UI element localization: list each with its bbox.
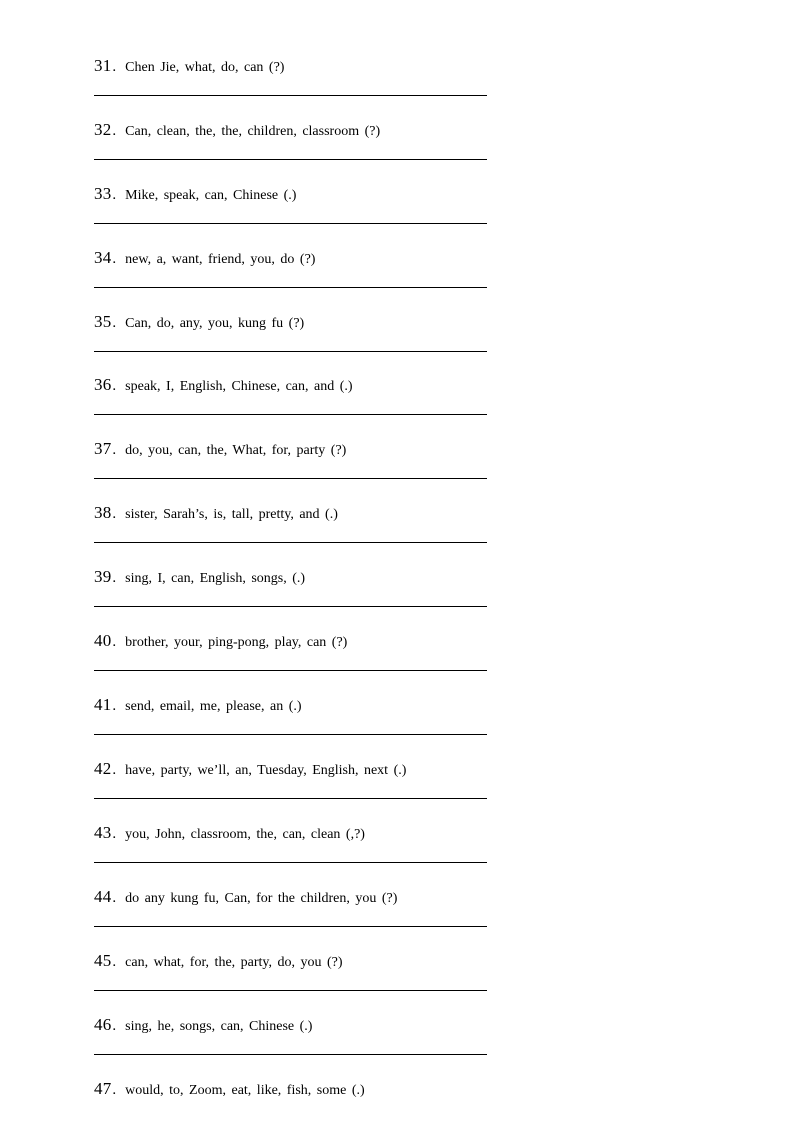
question-46 <box>94 1007 494 1063</box>
question-number: 46 <box>94 1015 112 1034</box>
answer-line[interactable] <box>94 670 487 671</box>
answer-line[interactable] <box>94 798 487 799</box>
question-38 <box>94 495 494 551</box>
answer-line[interactable] <box>94 223 487 224</box>
question-43-line <box>94 824 365 844</box>
question-words: sing, he, songs, can, Chinese (.) <box>125 1019 313 1034</box>
question-45 <box>94 943 494 999</box>
answer-line[interactable] <box>94 414 487 415</box>
answer-line[interactable] <box>94 862 487 863</box>
answer-line[interactable] <box>94 926 487 927</box>
question-43 <box>94 815 494 871</box>
question-separator: . <box>112 698 117 714</box>
question-34 <box>94 240 494 296</box>
question-words: Can, clean, the, the, children, classroom (?) <box>125 124 381 139</box>
question-41 <box>94 687 494 743</box>
question-36-line <box>94 376 353 396</box>
question-40-line <box>94 632 347 652</box>
question-31 <box>94 48 494 104</box>
question-number: 37 <box>94 439 112 458</box>
question-35-line <box>94 313 304 333</box>
question-separator: . <box>112 442 117 458</box>
question-words: Chen Jie, what, do, can (?) <box>125 60 285 75</box>
answer-line[interactable] <box>94 287 487 288</box>
question-44 <box>94 879 494 935</box>
question-38-line <box>94 504 338 524</box>
question-number: 33 <box>94 184 112 203</box>
question-39-line <box>94 568 305 588</box>
question-31-line <box>94 57 284 77</box>
question-separator: . <box>112 570 117 586</box>
question-number: 34 <box>94 248 112 267</box>
answer-line[interactable] <box>94 1054 487 1055</box>
question-number: 44 <box>94 887 112 906</box>
question-37 <box>94 431 494 487</box>
question-number: 43 <box>94 823 112 842</box>
question-45-line <box>94 952 343 972</box>
question-41-line <box>94 696 302 716</box>
question-words: sister, Sarah’s, is, tall, pretty, and (.) <box>125 507 338 522</box>
question-33-line <box>94 185 296 205</box>
question-separator: . <box>112 890 117 906</box>
answer-line[interactable] <box>94 95 487 96</box>
question-47-line <box>94 1080 365 1100</box>
answer-line[interactable] <box>94 351 487 352</box>
question-words: do, you, can, the, What, for, party (?) <box>125 443 347 458</box>
question-separator: . <box>112 954 117 970</box>
question-words: speak, I, English, Chinese, can, and (.) <box>125 379 353 394</box>
question-separator: . <box>112 59 117 75</box>
question-number: 45 <box>94 951 112 970</box>
question-words: can, what, for, the, party, do, you (?) <box>125 955 343 970</box>
question-separator: . <box>112 826 117 842</box>
question-number: 47 <box>94 1079 112 1098</box>
answer-line[interactable] <box>94 542 487 543</box>
question-separator: . <box>112 634 117 650</box>
question-33 <box>94 176 494 232</box>
question-separator: . <box>112 762 117 778</box>
question-words: sing, I, can, English, songs, (.) <box>125 571 306 586</box>
question-40 <box>94 623 494 679</box>
question-32 <box>94 112 494 168</box>
question-words: new, a, want, friend, you, do (?) <box>125 252 316 267</box>
question-words: have, party, we’ll, an, Tuesday, English, next (.) <box>125 763 407 778</box>
question-words: you, John, classroom, the, can, clean (,?) <box>125 827 365 842</box>
question-separator: . <box>112 315 117 331</box>
question-number: 40 <box>94 631 112 650</box>
question-number: 36 <box>94 375 112 394</box>
question-36 <box>94 367 494 423</box>
question-separator: . <box>112 506 117 522</box>
answer-line[interactable] <box>94 606 487 607</box>
question-37-line <box>94 440 346 460</box>
question-number: 31 <box>94 56 112 75</box>
question-32-line <box>94 121 380 141</box>
question-separator: . <box>112 378 117 394</box>
answer-line[interactable] <box>94 159 487 160</box>
question-separator: . <box>112 123 117 139</box>
question-separator: . <box>112 1018 117 1034</box>
question-number: 41 <box>94 695 112 714</box>
question-words: Mike, speak, can, Chinese (.) <box>125 188 297 203</box>
question-34-line <box>94 249 315 269</box>
answer-line[interactable] <box>94 990 487 991</box>
question-44-line <box>94 888 397 908</box>
question-words: send, email, me, please, an (.) <box>125 699 302 714</box>
question-number: 39 <box>94 567 112 586</box>
answer-line[interactable] <box>94 734 487 735</box>
question-number: 32 <box>94 120 112 139</box>
question-number: 35 <box>94 312 112 331</box>
answer-line[interactable] <box>94 478 487 479</box>
question-words: brother, your, ping-pong, play, can (?) <box>125 635 348 650</box>
question-number: 42 <box>94 759 112 778</box>
question-separator: . <box>112 251 117 267</box>
question-46-line <box>94 1016 312 1036</box>
question-47 <box>94 1071 494 1111</box>
question-words: do any kung fu, Can, for the children, you (?) <box>125 891 398 906</box>
question-separator: . <box>112 187 117 203</box>
question-words: would, to, Zoom, eat, like, fish, some (.) <box>125 1083 365 1098</box>
question-42 <box>94 751 494 807</box>
question-words: Can, do, any, you, kung fu (?) <box>125 316 305 331</box>
question-42-line <box>94 760 406 780</box>
question-35 <box>94 304 494 360</box>
question-39 <box>94 559 494 615</box>
question-number: 38 <box>94 503 112 522</box>
question-separator: . <box>112 1082 117 1098</box>
